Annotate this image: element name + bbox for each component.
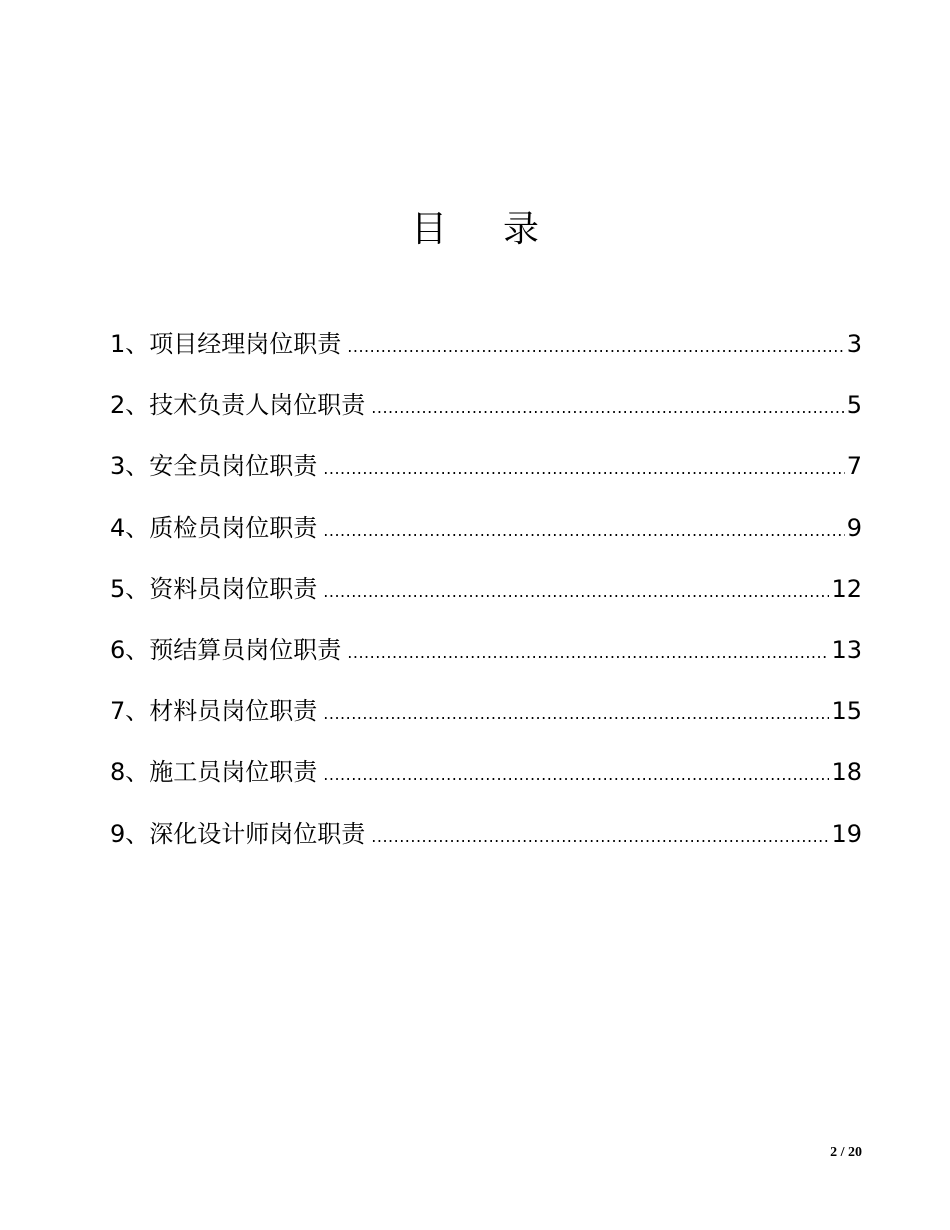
- toc-entry[interactable]: [110, 570, 862, 631]
- toc-entry-label: 3、安全员岗位职责: [110, 452, 318, 481]
- toc-entry[interactable]: [110, 325, 862, 386]
- toc-entry[interactable]: [110, 509, 862, 570]
- dot-leader: [371, 389, 844, 427]
- toc-entry-page: 12: [831, 574, 862, 603]
- dot-leader: [323, 573, 829, 611]
- toc-entry-label: 5、资料员岗位职责: [110, 574, 318, 603]
- dot-leader: [323, 450, 844, 488]
- toc-entry[interactable]: [110, 386, 862, 447]
- toc-entry[interactable]: [110, 692, 862, 753]
- toc-entry[interactable]: [110, 815, 862, 876]
- toc-entry-label: 6、预结算员岗位职责: [110, 635, 342, 664]
- toc-title: [0, 206, 950, 254]
- page-number: 2 / 20: [830, 1145, 862, 1160]
- toc-entry-page: 5: [846, 391, 862, 420]
- toc-entry-page: 7: [846, 452, 862, 481]
- toc-entry-page: 3: [846, 330, 862, 358]
- toc-entry-label: 4、质检员岗位职责: [110, 513, 318, 542]
- toc-entry-label: 8、施工员岗位职责: [110, 758, 318, 787]
- toc-title-part2: 录: [503, 209, 540, 250]
- toc-entry-label: 7、材料员岗位职责: [110, 697, 318, 726]
- toc-entry-label: 9、深化设计师岗位职责: [110, 819, 366, 848]
- dot-leader: [323, 695, 829, 733]
- toc-entry[interactable]: [110, 447, 862, 508]
- dot-leader: [371, 818, 829, 856]
- toc-entry-page: 13: [831, 635, 862, 664]
- toc-entry-page: 19: [831, 819, 862, 848]
- toc-entry-page: 9: [846, 513, 862, 542]
- toc-entry-page: 15: [831, 697, 862, 726]
- toc-title-part1: 目: [410, 209, 447, 250]
- toc-list: [110, 325, 862, 876]
- toc-entry-page: 18: [831, 758, 862, 787]
- dot-leader: [323, 512, 844, 550]
- dot-leader: [347, 634, 829, 672]
- toc-entry[interactable]: [110, 753, 862, 814]
- dot-leader: [347, 328, 844, 366]
- dot-leader: [323, 756, 829, 794]
- toc-entry-label: 2、技术负责人岗位职责: [110, 391, 366, 420]
- toc-entry[interactable]: [110, 631, 862, 692]
- toc-entry-label: 1、项目经理岗位职责: [110, 330, 342, 358]
